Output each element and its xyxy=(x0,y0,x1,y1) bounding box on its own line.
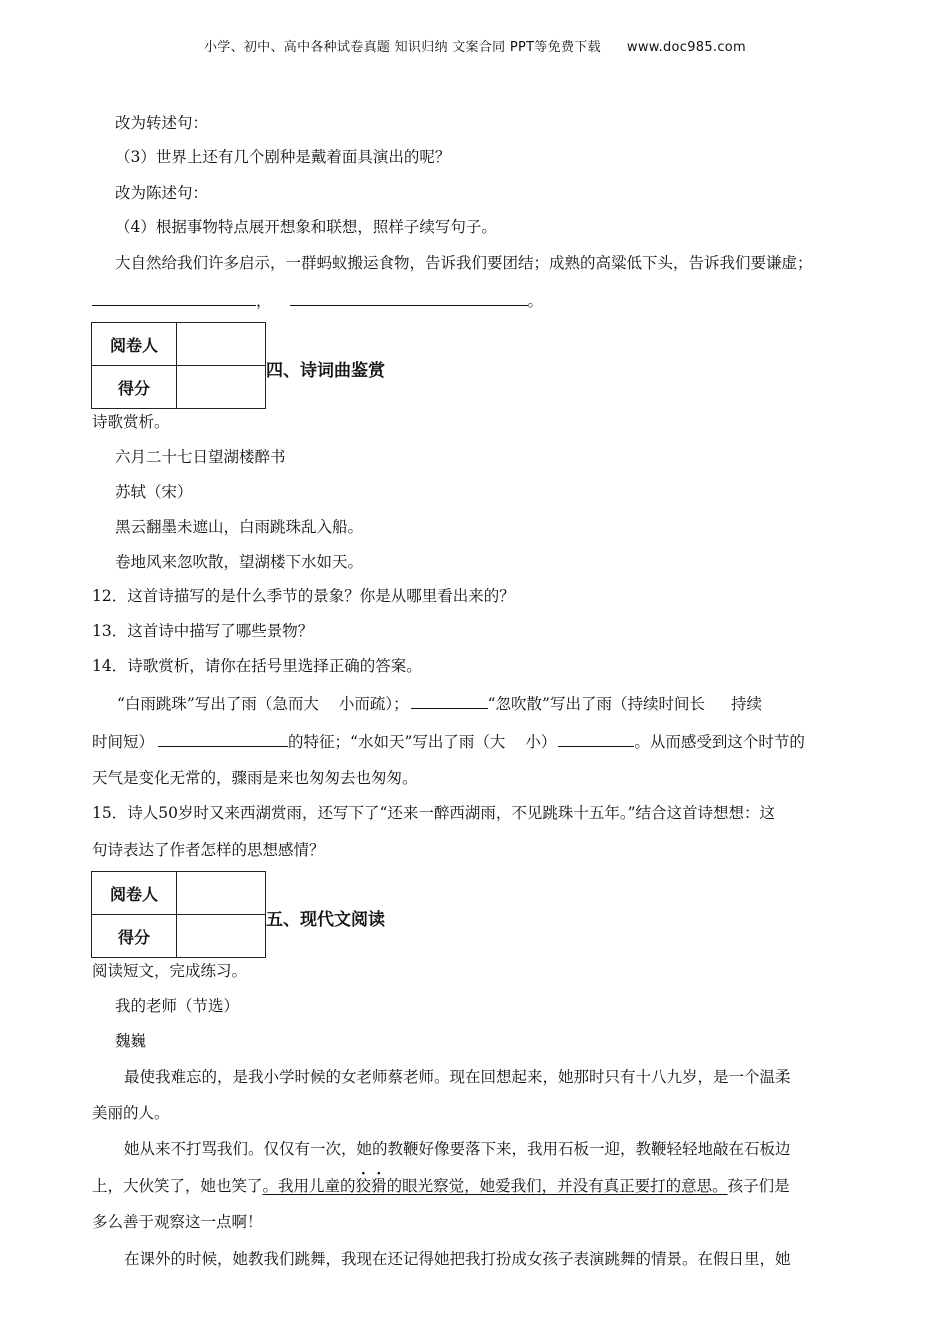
underlined-sentence: 。我用儿童的狡猾的眼光察觉，她爱我们，并没有真正要打的意思。 xyxy=(262,1177,728,1195)
answer-blank-rain-1[interactable] xyxy=(411,692,488,709)
paragraph-2-line-3: 多么善于观察这一点啊！ xyxy=(92,1213,263,1231)
reviewer-label: 阅卷人 xyxy=(92,323,177,366)
score-label: 得分 xyxy=(92,915,177,958)
instruction-declarative: 改为陈述句： xyxy=(115,184,209,202)
header-site[interactable]: www.doc985.com xyxy=(626,40,747,55)
question-15-line-1: 15．诗人50岁时又来西湖赏雨，还写下了“还来一醉西湖雨，不见跳珠十五年。”结合这首诗想想：这 xyxy=(92,804,776,822)
page-header xyxy=(0,36,950,55)
answer-blank-rain-3[interactable] xyxy=(558,730,634,747)
question-14-line-2: 时间短） 的特征；“水如天”写出了雨（大 小） 。从而感受到这个时节的 xyxy=(92,730,805,753)
header-text: 小学、初中、高中各种试卷真题 知识归纳 文案合同 PPT等免费下载 xyxy=(203,40,601,55)
reviewer-label: 阅卷人 xyxy=(92,872,177,915)
reviewer-cell[interactable] xyxy=(177,323,266,366)
question-3: （3）世界上还有几个剧种是戴着面具演出的呢？ xyxy=(115,148,451,166)
poem-line-1: 黑云翻墨未遮山，白雨跳珠乱入船。 xyxy=(115,518,364,536)
section-5-intro: 阅读短文，完成练习。 xyxy=(92,962,248,980)
question-14-line-3: 天气是变化无常的，骤雨是来也匆匆去也匆匆。 xyxy=(92,769,418,787)
question-14-line-1: “白雨跳珠”写出了雨（急而大 小而疏）； “忽吹散”写出了雨（持续时间长 持续 xyxy=(117,692,762,715)
article-title: 我的老师（节选） xyxy=(115,997,240,1015)
poem-line-2: 卷地风来忽吹散，望湖楼下水如天。 xyxy=(115,553,364,571)
question-12: 12．这首诗描写的是什么季节的景象？你是从哪里看出来的？ xyxy=(92,587,515,605)
paragraph-2-line-2: 上，大伙笑了，她也笑了。我用儿童的狡猾的眼光察觉，她爱我们，并没有真正要打的意思。孩子们是 xyxy=(92,1177,790,1195)
article-author: 魏巍 xyxy=(115,1032,147,1050)
score-cell[interactable] xyxy=(177,366,266,409)
section-4-title: 四、诗词曲鉴赏 xyxy=(266,361,385,381)
paragraph-2-line-1: 她从来不打骂我们。仅仅有一次，她的教鞭好像要落下来，我用石板一迎，教鞭轻轻地敲在石板边 xyxy=(124,1140,791,1158)
paragraph-1-line-2: 美丽的人。 xyxy=(92,1104,170,1122)
poem-author: 苏轼（宋） xyxy=(115,483,193,501)
score-table-5 xyxy=(91,871,266,958)
emphasis-char-1: 狡 xyxy=(355,1177,372,1195)
emphasis-char-2: 猾 xyxy=(371,1177,387,1195)
score-label: 得分 xyxy=(92,366,177,409)
paragraph-1-line-1: 最使我难忘的，是我小学时候的女老师蔡老师。现在回想起来，她那时只有十八九岁，是一个温柔 xyxy=(124,1068,791,1086)
answer-blank-1[interactable] xyxy=(92,289,256,306)
question-14: 14．诗歌赏析，请你在括号里选择正确的答案。 xyxy=(92,657,422,675)
example-sentence: 大自然给我们许多启示，一群蚂蚁搬运食物，告诉我们要团结；成熟的高粱低下头，告诉我们要谦虚； xyxy=(115,254,813,272)
section-4-intro: 诗歌赏析。 xyxy=(92,413,170,431)
answer-line: ， 。 xyxy=(92,289,543,312)
answer-blank-2[interactable] xyxy=(290,289,528,306)
paragraph-3-line-1: 在课外的时候，她教我们跳舞，我现在还记得她把我打扮成女孩子表演跳舞的情景。在假日里，她 xyxy=(124,1250,791,1268)
question-15-line-2: 句诗表达了作者怎样的思想感情？ xyxy=(92,841,325,859)
section-5-title: 五、现代文阅读 xyxy=(266,910,385,930)
question-13: 13．这首诗中描写了哪些景物？ xyxy=(92,622,314,640)
score-cell[interactable] xyxy=(177,915,266,958)
poem-title: 六月二十七日望湖楼醉书 xyxy=(115,448,286,466)
instruction-indirect: 改为转述句： xyxy=(115,114,209,132)
question-4: （4）根据事物特点展开想象和联想，照样子续写句子。 xyxy=(115,218,497,236)
score-table-4 xyxy=(91,322,266,409)
reviewer-cell[interactable] xyxy=(177,872,266,915)
answer-blank-rain-2[interactable] xyxy=(158,730,288,747)
